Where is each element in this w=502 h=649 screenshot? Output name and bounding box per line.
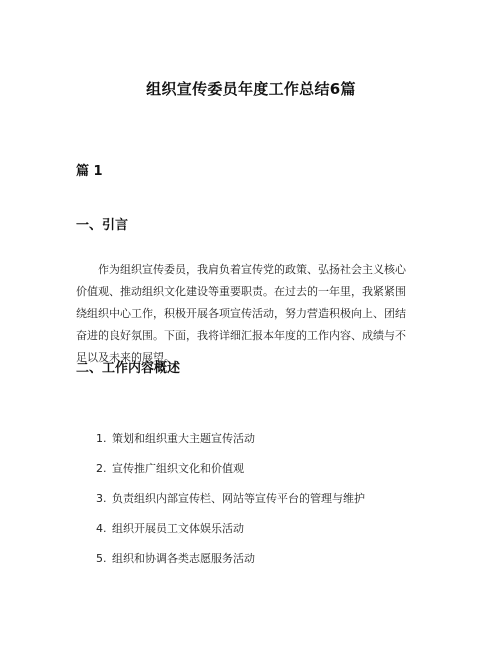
list-item-number: 3. [96,492,107,505]
paragraph-line: 价值观、推动组织文化建设等重要职责。在过去的一年里，我紧紧围 [76,285,406,298]
paragraph-line: 奋进的良好氛围。下面，我将详细汇报本年度的工作内容、成绩与不 [76,329,406,342]
list-item [96,522,365,552]
piece-heading: 篇 1 [76,164,103,179]
list-item-text: 负责组织内部宣传栏、网站等宣传平台的管理与维护 [112,492,365,505]
list-item-number: 4. [96,522,107,535]
list-item-number: 2. [96,462,107,475]
document-title: 组织宣传委员年度工作总结6篇 [146,80,356,98]
paragraph-line: 绕组织中心工作，积极开展各项宣传活动，努力营造积极向上、团结 [76,307,406,320]
list-item [96,462,365,492]
list-item-text: 组织开展员工文体娱乐活动 [112,522,244,535]
list-item-text: 策划和组织重大主题宣传活动 [112,432,255,445]
list-item [96,552,365,582]
paragraph-line: 作为组织宣传委员，我肩负着宣传党的政策、弘扬社会主义核心 [98,263,406,276]
list-item-text: 宣传推广组织文化和价值观 [112,462,244,475]
list-item [96,492,365,522]
list-item-number: 5. [96,552,107,565]
list-item-number: 1. [96,432,107,445]
introduction-paragraph [76,259,426,369]
list-item [96,432,365,462]
paragraph-line: 足以及未来的展望。 [76,351,175,364]
section-heading-introduction: 一、引言 [76,218,129,233]
work-content-list [96,432,365,582]
list-item-text: 组织和协调各类志愿服务活动 [112,552,255,565]
section-heading-work-overview: 二、工作内容概述 [76,361,181,376]
